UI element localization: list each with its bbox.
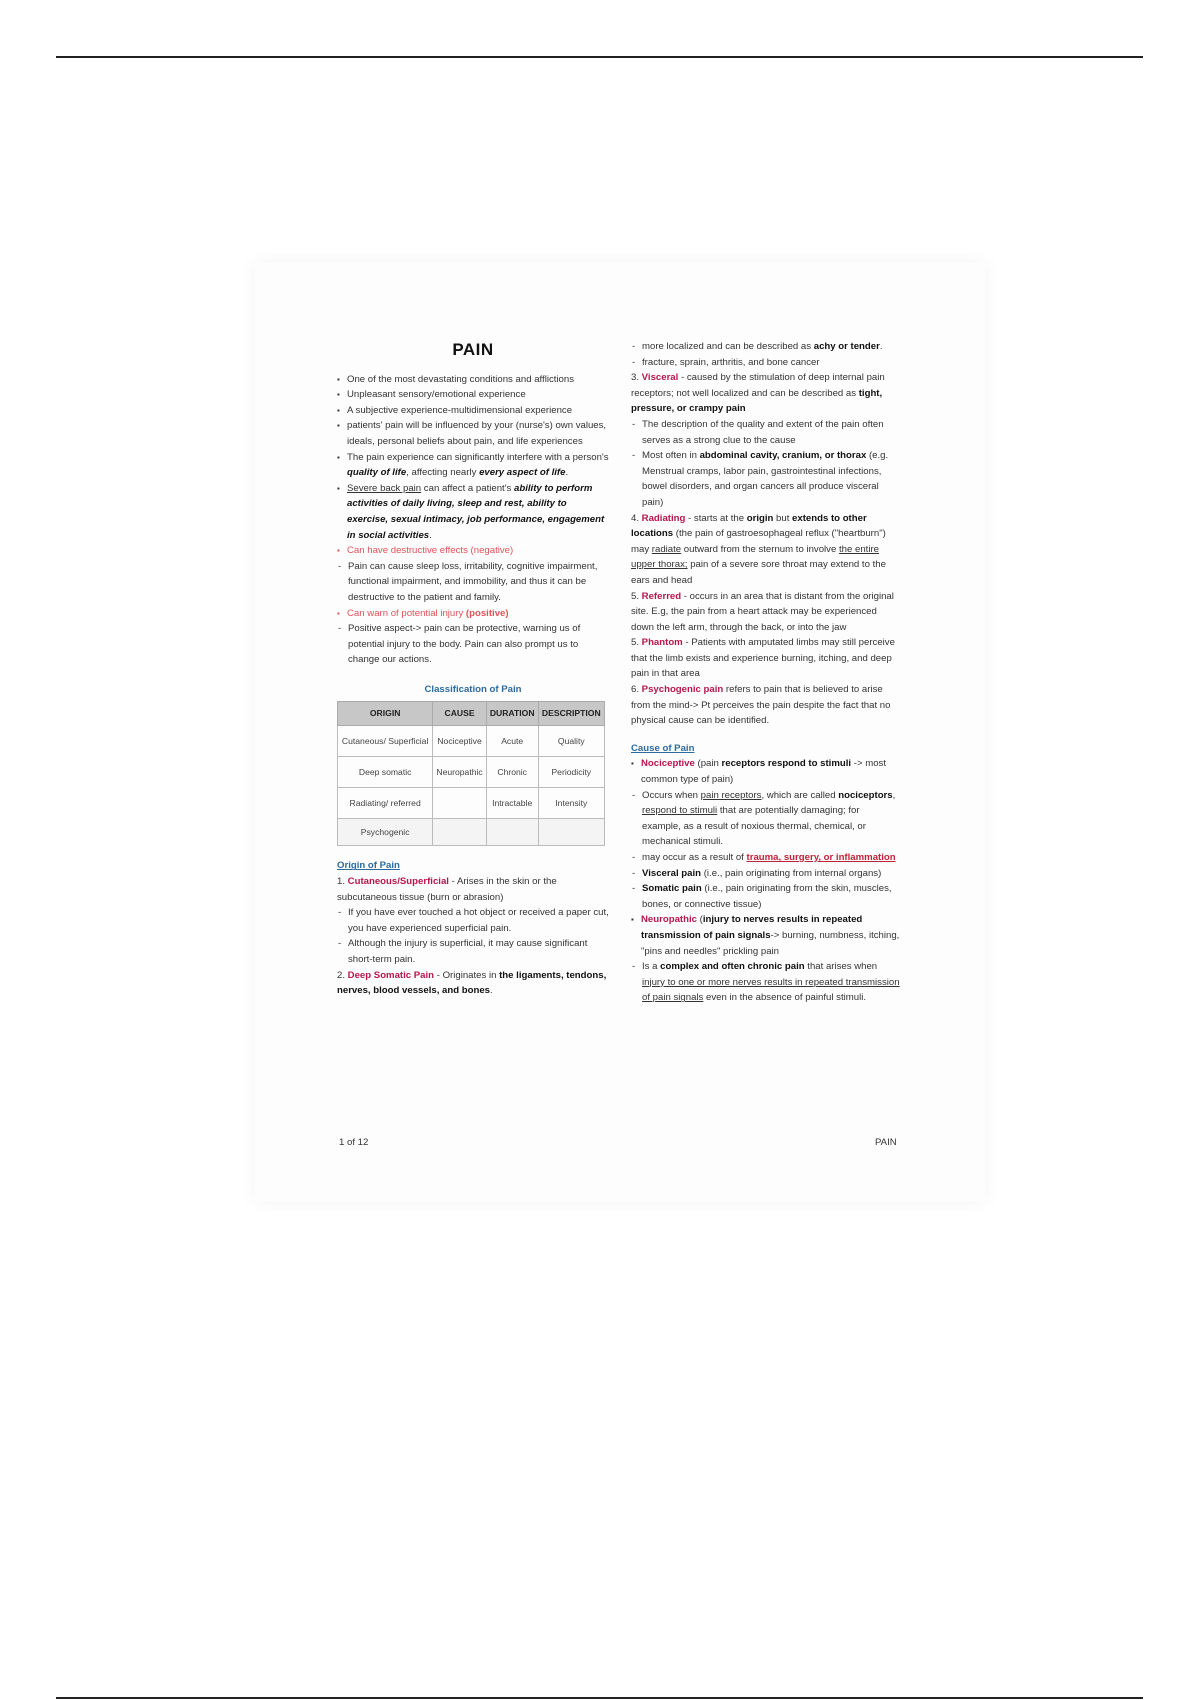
table-cell (486, 819, 538, 846)
origin-item-deep-somatic: 2. Deep Somatic Pain - Originates in the ligaments, tendons, nerves, blood vessels, and bones. (337, 969, 607, 997)
table-cell: Periodicity (538, 757, 604, 788)
right-column (631, 339, 901, 1006)
list-item: - The description of the quality and extent of the pain often serves as a strong clue to the cause (631, 417, 901, 448)
list-item: ▪ One of the most devastating conditions and afflictions (337, 372, 609, 388)
origin-item-phantom: 5. Phantom - Patients with amputated limbs may still perceive that the limb exists and experience burning, itching, and deep pain in that area (631, 637, 895, 680)
table-title: Classification of Pain (424, 683, 522, 695)
table-row (338, 819, 605, 846)
positive-detail: - Positive aspect-> pain can be protective, warning us of potential injury to the body. Pain can also prompt us to change our actions. (337, 621, 609, 668)
page-number: 1 of 12 (339, 1137, 369, 1148)
cause-section (631, 741, 901, 1006)
classification-table (337, 701, 605, 846)
list-item-negative: ▪ Can have destructive effects (negative) (337, 543, 609, 559)
list-item: ▪ Severe back pain can affect a patient's ability to perform activities of daily living, sleep and rest, ability to exercise, sexual intimacy, job performance, engagement in social activities. (337, 481, 609, 543)
document-page (255, 262, 985, 1202)
list-item: - Most often in abdominal cavity, cranium, or thorax (e.g. Menstrual cramps, labor pain, gastrointestinal infections, bowel disorders, and organ cancers all produce visceral pain) (631, 448, 901, 510)
origin-item-radiating: 4. Radiating - starts at the origin but extends to other locations (the pain of gastroesophageal reflux ("heartburn") may radiate outward from the sternum to involve the entire upper thorax; pain of a severe sore throat may extend to the ears and head (631, 512, 886, 586)
section-heading: Cause of Pain (631, 742, 695, 754)
list-item-nociceptive: ▪ Nociceptive (pain receptors respond to stimuli -> most common type of pain) (631, 756, 901, 787)
origin-section (337, 858, 609, 998)
table-cell: Nociceptive (433, 726, 486, 757)
left-column (337, 342, 609, 999)
section-heading: Origin of Pain (337, 860, 400, 872)
intro-list (337, 372, 609, 559)
table-row (338, 788, 605, 819)
list-item: - If you have ever touched a hot object or received a paper cut, you have experienced superficial pain. (337, 905, 609, 936)
table-cell: Acute (486, 726, 538, 757)
list-item-neuropathic: ▪ Neuropathic (injury to nerves results in repeated transmission of pain signals-> burning, numbness, itching, "pins and needles" prickling pain (631, 912, 901, 959)
list-item: - may occur as a result of trauma, surgery, or inflammation (631, 850, 901, 866)
list-item: - Somatic pain (i.e., pain originating from the skin, muscles, bones, or connective tissue) (631, 881, 901, 912)
table-cell: Deep somatic (338, 757, 433, 788)
table-header: DESCRIPTION (538, 702, 604, 726)
table-cell (433, 788, 486, 819)
table-row (338, 726, 605, 757)
table-cell: Quality (538, 726, 604, 757)
footer-title: PAIN (875, 1137, 897, 1148)
table-header-row (338, 702, 605, 726)
list-item: - Is a complex and often chronic pain that arises when injury to one or more nerves results in repeated transmission of pain signals even in the absence of painful stimuli. (631, 959, 901, 1006)
table-cell: Chronic (486, 757, 538, 788)
table-cell: Intractable (486, 788, 538, 819)
list-item: ▪ Unpleasant sensory/emotional experience (337, 387, 609, 403)
table-cell: Psychogenic (338, 819, 433, 846)
origin-item-referred: 5. Referred - occurs in an area that is distant from the original site. E.g, the pain from a heart attack may be experienced down the left arm, through the back, or into the jaw (631, 590, 894, 633)
bottom-rule (56, 1697, 1143, 1699)
list-item-positive: ▪ Can warn of potential injury (positive) (337, 606, 609, 622)
list-item: - fracture, sprain, arthritis, and bone cancer (631, 355, 901, 371)
top-rule (56, 56, 1143, 58)
table-cell (433, 819, 486, 846)
list-item: ▪ A subjective experience-multidimensional experience (337, 403, 609, 419)
page-title: PAIN (452, 340, 494, 359)
table-cell: Neuropathic (433, 757, 486, 788)
list-item: - Occurs when pain receptors, which are called nociceptors, respond to stimuli that are potentially damaging; for example, as a result of noxious thermal, chemical, or mechanical stimuli. (631, 788, 901, 850)
table-header: DURATION (486, 702, 538, 726)
table-row (338, 757, 605, 788)
table-cell: Cutaneous/ Superficial (338, 726, 433, 757)
list-item: - more localized and can be described as achy or tender. (631, 339, 901, 355)
list-item: ▪ The pain experience can significantly interfere with a person's quality of life, affecting nearly every aspect of life. (337, 450, 609, 481)
negative-detail: - Pain can cause sleep loss, irritability, cognitive impairment, functional impairment, and immobility, and thus it can be destructive to the patient and family. (337, 559, 609, 606)
table-header: CAUSE (433, 702, 486, 726)
table-cell: Intensity (538, 788, 604, 819)
list-item: - Although the injury is superficial, it may cause significant short-term pain. (337, 936, 609, 967)
table-cell: Radiating/ referred (338, 788, 433, 819)
origin-item-psychogenic: 6. Psychogenic pain refers to pain that is believed to arise from the mind-> Pt perceives the pain despite the fact that no physical cause can be identified. (631, 684, 891, 727)
table-header: ORIGIN (338, 702, 433, 726)
origin-item-cutaneous: 1. Cutaneous/Superficial - Arises in the skin or the subcutaneous tissue (burn or abrasion) (337, 876, 557, 903)
list-item: ▪ patients' pain will be influenced by your (nurse's) own values, ideals, personal beliefs about pain, and life experiences (337, 418, 609, 449)
table-cell (538, 819, 604, 846)
list-item: - Visceral pain (i.e., pain originating from internal organs) (631, 866, 901, 882)
origin-item-visceral: 3. Visceral - caused by the stimulation of deep internal pain receptors; not well localized and can be described as tight, pressure, or crampy pain (631, 372, 885, 415)
